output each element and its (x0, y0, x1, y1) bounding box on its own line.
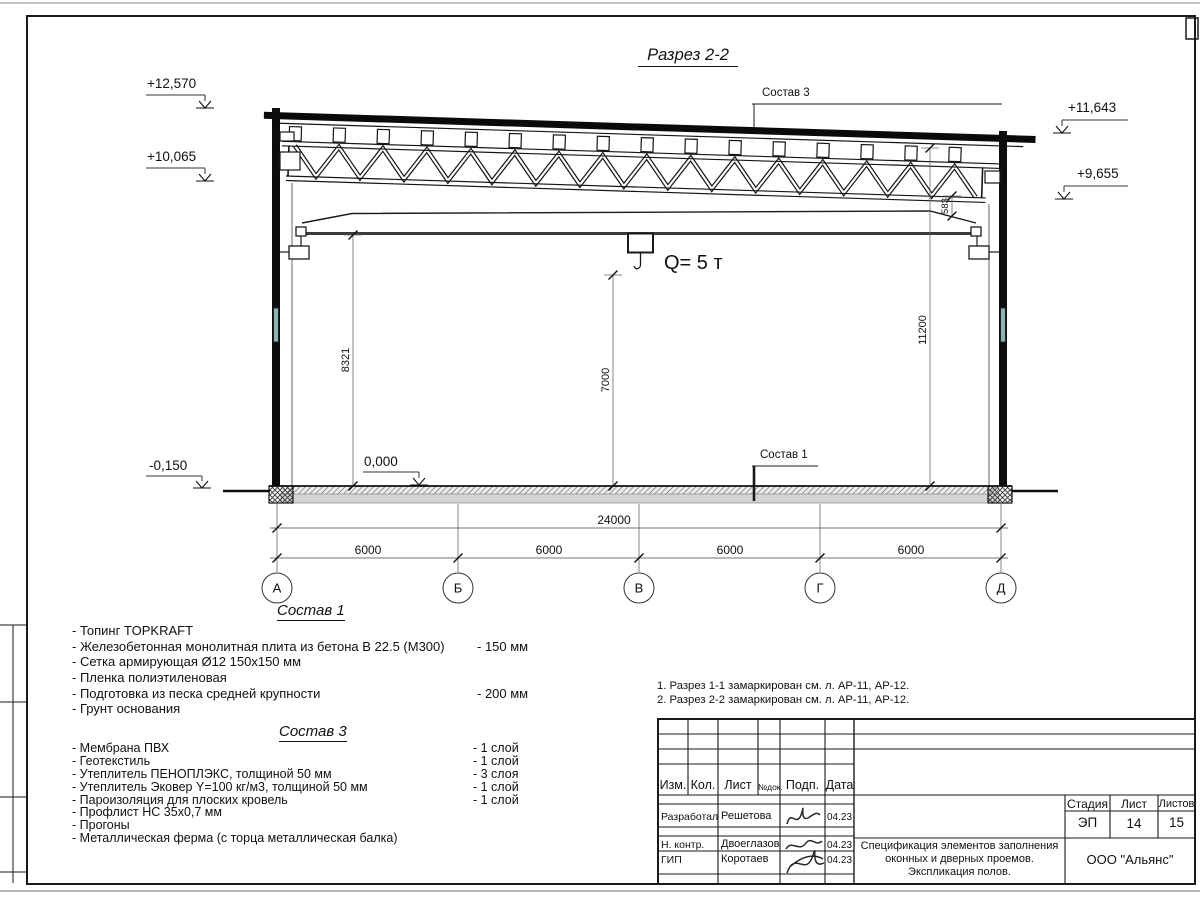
composition3-heading: Состав 3 (279, 723, 347, 740)
elevation-truss-right: +9,655 (1077, 166, 1119, 181)
composition1-leader-label: Состав 1 (760, 449, 808, 461)
item-value: - 1 слой (473, 741, 519, 755)
note-line: 2. Разрез 2-2 замаркирован см. л. АР-11, АР-12. (657, 694, 910, 707)
dim-bay-1: 6000 (354, 543, 382, 557)
section-title: Разрез 2-2 (638, 46, 738, 67)
tb-row-role: Н. контр. (661, 839, 705, 851)
tb-row-name: Двоеглазов (721, 838, 780, 850)
crane-hook (634, 253, 641, 269)
floor-slab (223, 486, 1058, 503)
right-column-glass-inset (1001, 308, 1006, 342)
tb-col-kol: Кол. (690, 778, 716, 792)
axis-label-d: Д (996, 580, 1006, 596)
item-text: - Утеплитель ПЕНОПЛЭКС, толщиной 50 мм (72, 766, 332, 781)
tb-row-role: Разработал (661, 811, 719, 823)
elevation-ground: -0,150 (149, 458, 188, 473)
item-value: - 1 слой (473, 779, 519, 794)
list-item (72, 670, 572, 686)
item-text: - Профлист НС 35х0,7 мм (72, 805, 222, 820)
list-item (72, 793, 572, 806)
list-item (72, 701, 572, 717)
tb-company: ООО "Альянс" (1086, 852, 1174, 867)
list-item (72, 831, 572, 844)
note-line: 1. Разрез 1-1 замаркирован см. л. АР-11, АР-12. (657, 680, 910, 692)
dim-left-height: 8321 (340, 347, 352, 373)
dim-hook-height: 7000 (600, 367, 612, 393)
tb-col-ndok: №док. (758, 782, 783, 792)
tb-row-name: Коротаев (721, 853, 769, 865)
composition1-list (72, 623, 572, 717)
list-item (72, 639, 572, 655)
item-text: - Сетка армирующая Ø12 150х150 мм (72, 654, 302, 670)
elevation-roof-left: +12,570 (147, 76, 197, 91)
tb-row-date: 04.23 (826, 855, 853, 866)
signature-korotaev (787, 851, 824, 873)
leader-lines (752, 104, 1002, 501)
item-text: - Топинг TOPKRAFT (72, 623, 194, 638)
elevation-floor-zero: 0,000 (364, 454, 398, 469)
composition1-heading: Состав 1 (277, 602, 345, 619)
left-column-glass-inset (274, 308, 279, 342)
item-value: - 150 мм (477, 638, 529, 654)
tb-row-date: 04.23 (826, 812, 853, 823)
item-value: - 200 мм (477, 685, 529, 701)
tb-stage-label: Стадия (1067, 797, 1108, 811)
list-item (72, 805, 572, 818)
tb-sheet-label: Лист (1120, 797, 1148, 811)
elevation-roof-right: +11,643 (1068, 100, 1117, 115)
corner-stamp-box (1186, 18, 1198, 39)
dim-total-span: 24000 (597, 513, 631, 527)
tb-sheet-number: 14 (1126, 816, 1142, 831)
list-item (72, 780, 572, 793)
axis-label-g: Г (816, 580, 824, 596)
tb-col-data: Дата (825, 778, 854, 792)
list-item (72, 686, 572, 702)
crane-beam (280, 211, 999, 269)
list-item (72, 741, 572, 754)
item-text: - Грунт основания (72, 701, 181, 717)
tb-col-izm: Изм. (659, 778, 687, 792)
tb-row-role: ГИП (661, 854, 682, 866)
item-text: - Прогоны (72, 818, 130, 833)
dim-bay-4: 6000 (897, 543, 925, 557)
item-text: - Геотекстиль (72, 753, 151, 768)
tb-col-list: Лист (724, 778, 752, 792)
dim-bay-2: 6000 (535, 543, 563, 557)
tb-stage-value: ЭП (1077, 815, 1098, 830)
roof-truss (262, 112, 1036, 204)
item-text: - Мембрана ПВХ (72, 741, 170, 755)
right-footing (988, 486, 1012, 503)
dim-bay-3: 6000 (716, 543, 744, 557)
signatures (786, 808, 824, 873)
notes (657, 679, 909, 708)
item-value: - 3 слоя (473, 766, 519, 781)
axis-label-v: В (634, 580, 644, 596)
signature-dvoeglazov (786, 841, 822, 849)
tb-doc-title-line2: оконных и дверных проемов. (885, 853, 1034, 865)
tb-row-date: 04.23 (826, 840, 853, 851)
dim-right-height: 11200 (917, 315, 929, 345)
tb-sheets-label: Листов (1158, 798, 1195, 810)
item-text: - Утеплитель Эковер Y=100 кг/м3, толщиной 50 мм (72, 779, 368, 794)
list-item (72, 754, 572, 767)
item-text: - Металлическая ферма (с торца металлическая балка) (72, 831, 398, 846)
tb-col-podp: Подп. (785, 778, 820, 792)
item-text: - Пароизоляция для плоских кровель (72, 792, 288, 807)
left-footing (269, 486, 293, 503)
composition3-list (72, 741, 572, 844)
elevation-truss-left: +10,065 (147, 149, 197, 164)
tb-doc-title-line3: Экспликация полов. (908, 866, 1011, 878)
axis-label-a: А (272, 580, 282, 596)
crane-capacity-label: Q= 5 т (664, 252, 723, 274)
item-text: - Железобетонная монолитная плита из бетона В 22.5 (М300) (72, 638, 445, 654)
dim-truss-to-beam: 583 (940, 198, 951, 214)
signature-reshetova (787, 808, 820, 824)
item-value: - 1 слой (473, 753, 519, 768)
item-text: - Пленка полиэтиленовая (72, 670, 227, 686)
list-item (72, 654, 572, 670)
list-item (72, 623, 572, 639)
list-item (72, 767, 572, 780)
item-text: - Подготовка из песка средней крупности (72, 685, 321, 701)
list-item (72, 818, 572, 831)
item-value: - 1 слой (473, 792, 519, 807)
tb-row-name: Решетова (721, 810, 772, 822)
left-column (272, 108, 280, 486)
composition3-leader-label: Состав 3 (762, 87, 810, 99)
axis-label-b: Б (453, 580, 463, 596)
hoist-trolley (628, 234, 653, 253)
tb-sheets-total: 15 (1168, 815, 1185, 830)
tb-doc-title-line1: Спецификация элементов заполнения (860, 840, 1059, 852)
